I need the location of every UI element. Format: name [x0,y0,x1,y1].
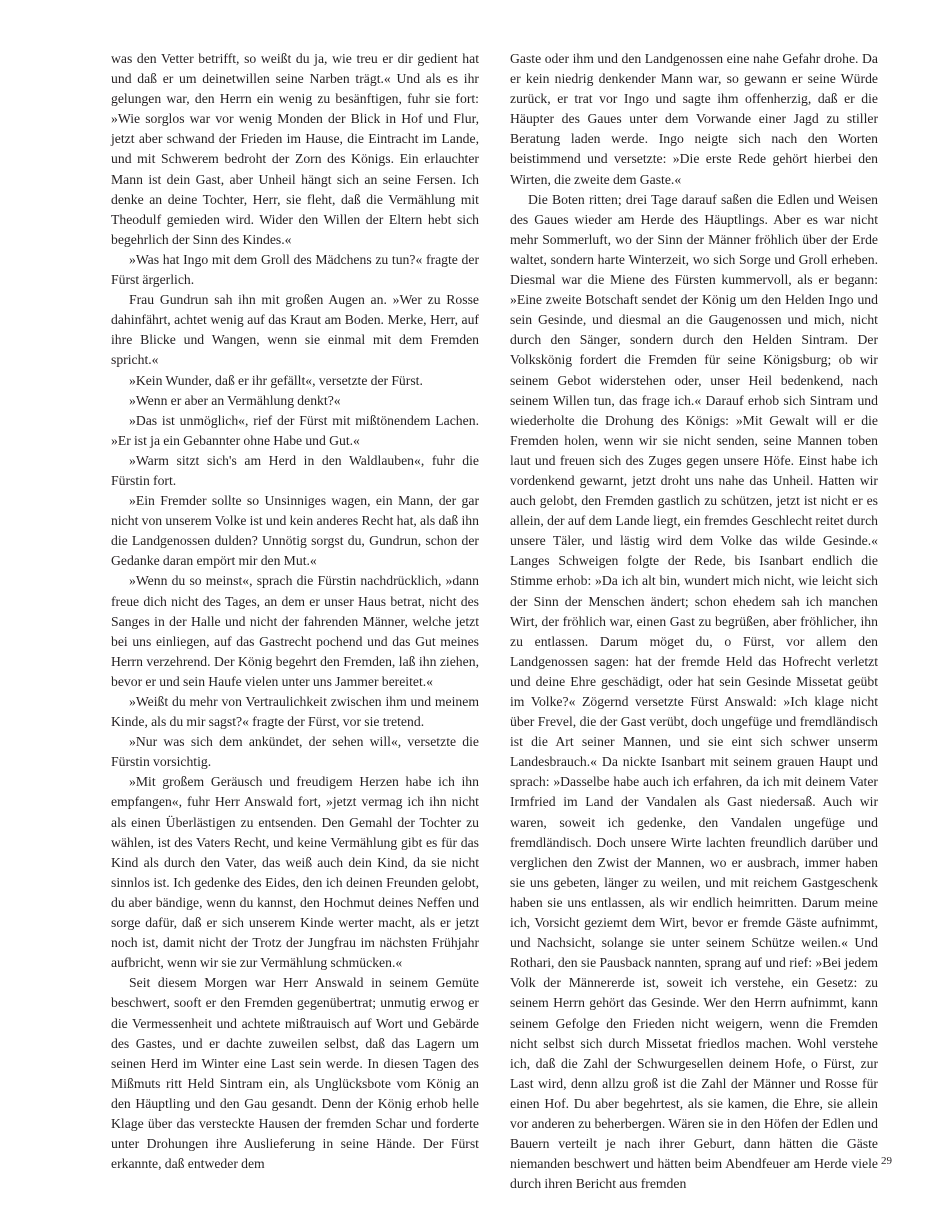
right-text-column [510,49,878,1194]
paragraph: »Ein Fremder sollte so Unsinniges wagen, ein Mann, der gar nicht von unserem Volke ist und kein anderes Recht hat, als daß ihn die Landgenossen dulden? Unnötig sorgst du, Gundrun, schon der Gedanke daran empört mir den Mut.« [111,493,479,569]
paragraph: »Wenn er aber an Vermählung denkt?« [129,392,341,408]
paragraph: »Kein Wunder, daß er ihr gefällt«, versetzte der Fürst. [129,372,423,388]
paragraph: was den Vetter betrifft, so weißt du ja, wie treu er dir gedient hat und daß er um deinetwillen seine Narben trägt.« Und als es ihr gelungen war, den Herrn ein wenig zu besänftigen, fuhr sie fort: »Wie sorglos war vor wenig Monden der Blick in Hof und Flur, jetzt aber schwand der Frieden im Hause, die Eintracht im Lande, und mit Schwerem bedroht der Zorn des Königs. Ein erlauchter Mann ist dein Gast, aber Unheil hängt sich an seine Fersen. Ich denke an deine Tochter, Herr, sie fleht, daß die Vermählung mit Theodulf gemieden wird. Wider den Willen der Eltern hebt sich begehrlich der Sinn des Kindes.« [111,51,479,247]
paragraph: »Nur was sich dem ankündet, der sehen will«, versetzte die Fürstin vorsichtig. [111,734,479,770]
paragraph: »Mit großem Geräusch und freudigem Herzen habe ich ihn empfangen«, fuhr Herr Answald fort, »jetzt vermag ich ihn nicht als einen Überlästigen zu entsenden. Den Gemahl der Tochter zu wählen, ist des Vaters Recht, und keine Vermählung gibt es für das Kind als durch den Vater, das weiß auch dein Kind, da sie nicht sinnlos ist. Ich gedenke des Eides, den ich deinen Freunden gelobt, du aber bändige, wenn du kannst, den Hochmut deines Neffen und sorge dafür, daß er sich unserem Kinde werter macht, als er jetzt noch ist, damit nicht der Trotz der Jungfrau im nächsten Frühjahr aufbricht, wenn wir sie zur Vermählung schmücken.« [111,774,479,971]
paragraph: Frau Gundrun sah ihn mit großen Augen an. »Wer zu Rosse dahinfährt, achtet wenig auf das Kraut am Boden. Merke, Herr, auf ihre Blicke und Wangen, wenn sie einmal mit dem Fremden spricht.« [111,292,479,368]
paragraph: »Wenn du so meinst«, sprach die Fürstin nachdrücklich, »dann freue dich nicht des Tages, an dem er unser Haus betrat, nicht des Sanges in der Halle und nicht der fahrenden Männer, welche jetzt bei uns einliegen, auf das Gastrecht pochend und das Gut meines Herrn verzehrend. Der König begehrt den Fremden, laß ihn ziehen, bevor er und sein Haufe vielen unter uns Jammer bereitet.« [111,573,479,689]
paragraph: »Weißt du mehr von Vertraulichkeit zwischen ihm und meinem Kinde, als du mir sagst?« fragte der Fürst, vor sie tretend. [111,694,479,730]
paragraph: Gaste oder ihm und den Landgenossen eine nahe Gefahr drohe. Da er kein niedrig denkender Mann war, so gewann er seine Würde zurück, er trat vor Ingo und sagte ihm offenherzig, daß er die Häupter des Gaues unter dem Vorwande einer Jagd zu stiller Beratung laden werde. Ingo neigte sich nach den Worten beistimmend und versetzte: »Die erste Rede gehört hierbei den Wirten, die zweite dem Gaste.« [510,51,878,187]
paragraph: »Das ist unmöglich«, rief der Fürst mit mißtönendem Lachen. »Er ist ja ein Gebannter ohne Habe und Gut.« [111,412,479,448]
left-text-column [111,49,479,1174]
paragraph: Die Boten ritten; drei Tage darauf saßen die Edlen und Weisen des Gaues wieder am Herde des Häuptlings. Aber es war nicht mehr Sommerluft, wo der Sinn der Männer fröhlich über der Erde waltet, sondern harte Winterzeit, wo sich Sorge und Groll erheben. Diesmal war die Miene des Fürsten kummervoll, als er begann: »Eine zweite Botschaft sendet der König um den Helden Ingo und sein Gesinde, und diesmal an die Gaugenossen und mich, nicht durch den Sänger, sondern durch den Helden Sintram. Der Volkskönig fordert die Fremden für seine Königsburg; ob wir seinem Gebot widerstehen oder, unser Heil bedenkend, nach seinem Willen tun, das frage ich.« Darauf erhob sich Sintram und wiederholte die Drohung des Königs: »Mit Gewalt will er die Fremden holen, wenn wir sie nicht senden, seine Mannen toben laut und freuen sich des Zuges gegen unsere Höfe. Einst habe ich vordenkend gewarnt, jetzt droht uns nahe das Unheil. Hatten wir auch gelobt, den Fremden gastlich zu schützen, jetzt ist nicht er es allein, der auf dem Lande liegt, ein fremdes Geschlecht reitet durch unsere Täler, und lästig wird dem Volke das wilde Gesinde.« Langes Schweigen folgte der Rede, bis Isanbart endlich die Stimme erhob: »Da ich alt bin, wundert mich nicht, wie leicht sich der Sinn der Menschen ändert; schon ehedem sah ich manchen Wirt, der fröhlich war, einen Gast zu begrüßen, aber fröhlicher, ihn zu entlassen. Darum möget du, o Fürst, vor allem den Landgenossen sagen: hat der fremde Held das Hofrecht verletzt und deine Ehre geschädigt, oder hat sein Gesinde Missetat geübt im Volke?« Zögernd versetzte Fürst Answald: »Ich klage nicht über Frevel, die der Gast verübt, doch ungefüge und fremdländisch ist die Art seiner Mannen, und sie eint sich schwer unserm Landesbrauch.« Da nickte Isanbart mit seinem grauen Haupt und sprach: »Dasselbe habe auch ich erfahren, da ich mit deinem Vater Irmfried im Land der Vandalen als Gast niedersaß. Auch wir waren, soweit ich gedenke, den Vandalen ungefüge und fremdländisch. Doch unsere Wirte lachten freundlich darüber und verglichen den Zwist der Mannen, wo er ausbrach, immer haben sie uns gebeten, länger zu weilen, und mit reichem Gastgeschenk haben sie uns entlassen, als wir endlich heimritten. Darum meine ich, Vorsicht geziemt dem Wirt, bevor er fremde Gäste aufnimmt, und Nachsicht, solange sie unter seinem Schütze weilen.« Und Rothari, den sie Pausback nannten, sprang auf und rief: »Bei jedem Volk der Männererde ist, soweit ich verstehe, ein Gesetz: zu seinem Herrn gehört das Gesinde. Wer den Herrn aufnimmt, kann seinem Gefolge den Frieden nicht weigern, wenn die Fremden nicht selbst sich durch Missetat friedlos machen. Wohl verstehe ich, daß die Zahl der Schwurgesellen deinem Hofe, o Fürst, zur Last wird, denn allzu groß ist die Zahl der Männer und Rosse für einen Hof. Du aber begehrtest, als sie kamen, die Ehre, sie allein vor anderen zu beherbergen. Wären sie in den Höfen der Edlen und Bauern verteilt je nach ihrer Geburt, dann hätten die Gäste niemanden beschwert und hätten beim Abendfeuer am Herde viele durch ihren Bericht aus fremden [510,191,878,1192]
paragraph: »Was hat Ingo mit dem Groll des Mädchens zu tun?« fragte der Fürst ärgerlich. [111,251,479,288]
page-number: 29 [881,1155,892,1167]
paragraph: »Warm sitzt sich's am Herd in den Waldlauben«, fuhr die Fürstin fort. [111,452,479,488]
paragraph: Seit diesem Morgen war Herr Answald in seinem Gemüte beschwert, sooft er den Fremden gegenübertrat; unmutig erwog er die Vermessenheit und achtete mißtrauisch auf Wort und Gebärde des Gastes, und er dachte zuweilen selbst, daß das Lagern um seinen Herd im Winter eine Last sein werde. In diesen Tagen des Mißmuts ritt Held Sintram ein, als Unglücksbote vom König an den Häuptling und den Gau gesandt. Denn der König erhob helle Klage über das versteckte Hausen der fremden Schar und forderte unter Drohungen ihre Auslieferung in seine Hände. Der Fürst erkannte, daß entweder dem [111,975,479,1172]
